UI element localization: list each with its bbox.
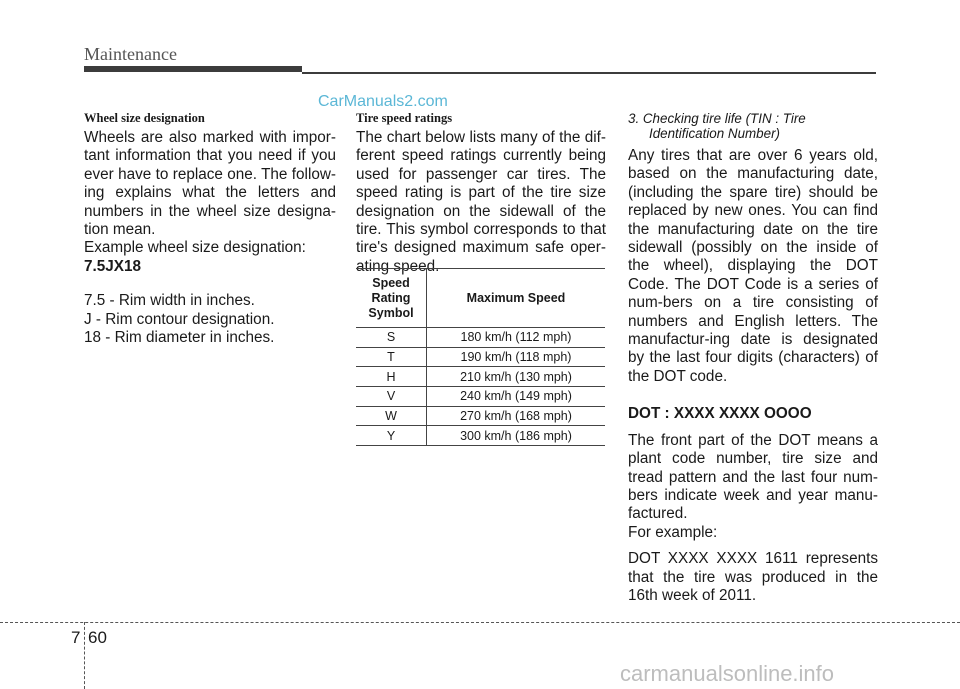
max-speed: 240 km/h (149 mph) — [427, 387, 606, 407]
table-row — [356, 347, 605, 367]
section-title: Maintenance — [84, 44, 177, 64]
header-max-speed: Maximum Speed — [427, 269, 606, 328]
tire-life-heading: 3. Checking tire life (TIN : Tire Identification Number) — [628, 111, 806, 141]
rating-symbol: S — [356, 328, 427, 348]
wheel-size-intro: Wheels are also marked with impor-tant information that you need if you ever have to replace one. The follow-ing explains what the letters and numbers in the wheel size designa-tion mean. — [84, 129, 336, 239]
speed-rating-table — [356, 268, 605, 446]
max-speed: 190 km/h (118 mph) — [427, 347, 606, 367]
wheel-size-example: 7.5JX18 — [84, 257, 141, 275]
column-wheel-size — [84, 111, 336, 347]
header-bar — [84, 66, 302, 72]
footer-rule — [0, 622, 960, 623]
max-speed: 300 km/h (186 mph) — [427, 426, 606, 446]
table-row — [356, 406, 605, 426]
rating-symbol: W — [356, 406, 427, 426]
table-row — [356, 367, 605, 387]
table-row — [356, 426, 605, 446]
footer-divider — [84, 622, 85, 689]
page-number: 60 — [88, 628, 107, 647]
wheel-size-subhead: Wheel size designation — [84, 111, 205, 125]
example-label: For example: — [628, 523, 718, 541]
table-row — [356, 387, 605, 407]
column-tire-life — [628, 111, 878, 605]
speed-ratings-intro: The chart below lists many of the dif-ferent speed ratings currently being used for passenger car tires. The speed rating is part of the tire size designation on the sidewall of the tire. This symbol corresponds to that tire's designed maximum safe oper-ating speed. — [356, 129, 606, 275]
rating-symbol: V — [356, 387, 427, 407]
max-speed: 270 km/h (168 mph) — [427, 406, 606, 426]
speed-ratings-subhead: Tire speed ratings — [356, 111, 453, 125]
dot-code: DOT : XXXX XXXX OOOO — [628, 405, 812, 423]
watermark-top: CarManuals2.com — [318, 93, 448, 110]
max-speed: 180 km/h (112 mph) — [427, 328, 606, 348]
rating-symbol: T — [356, 347, 427, 367]
rating-symbol: H — [356, 367, 427, 387]
header-rule — [302, 72, 876, 74]
header-symbol: Speed Rating Symbol — [356, 269, 427, 328]
dot-example: DOT XXXX XXXX 1611 represents that the tire was produced in the 16th week of 2011. — [628, 550, 878, 604]
list-item: J - Rim contour designation. — [84, 310, 275, 328]
list-item: 7.5 - Rim width in inches. — [84, 292, 255, 310]
rating-symbol: Y — [356, 426, 427, 446]
table-row — [356, 328, 605, 348]
column-speed-ratings — [356, 111, 606, 276]
list-item: 18 - Rim diameter in inches. — [84, 329, 275, 347]
tire-life-intro: Any tires that are over 6 years old, based on the manufacturing date, (including the spare tire) should be replaced by new ones. You can find the manufacturing date on the tire sidewall (possibly on the inside of the wheel), displaying the DOT Code. The DOT Code is a series of num-bers on a tire consisting of numbers and English letters. The manufactur-ing date is designated by the last four digits (characters) of the DOT code. — [628, 147, 878, 385]
table-header-row — [356, 269, 605, 328]
wheel-size-example-label: Example wheel size designation: — [84, 239, 306, 257]
max-speed: 210 km/h (130 mph) — [427, 367, 606, 387]
dot-explanation: The front part of the DOT means a plant code number, tire size and tread pattern and the last four num-bers indicate week and year manu-factured. — [628, 431, 878, 523]
watermark-bottom: carmanualsonline.info — [620, 661, 835, 686]
chapter-number: 7 — [71, 628, 81, 647]
